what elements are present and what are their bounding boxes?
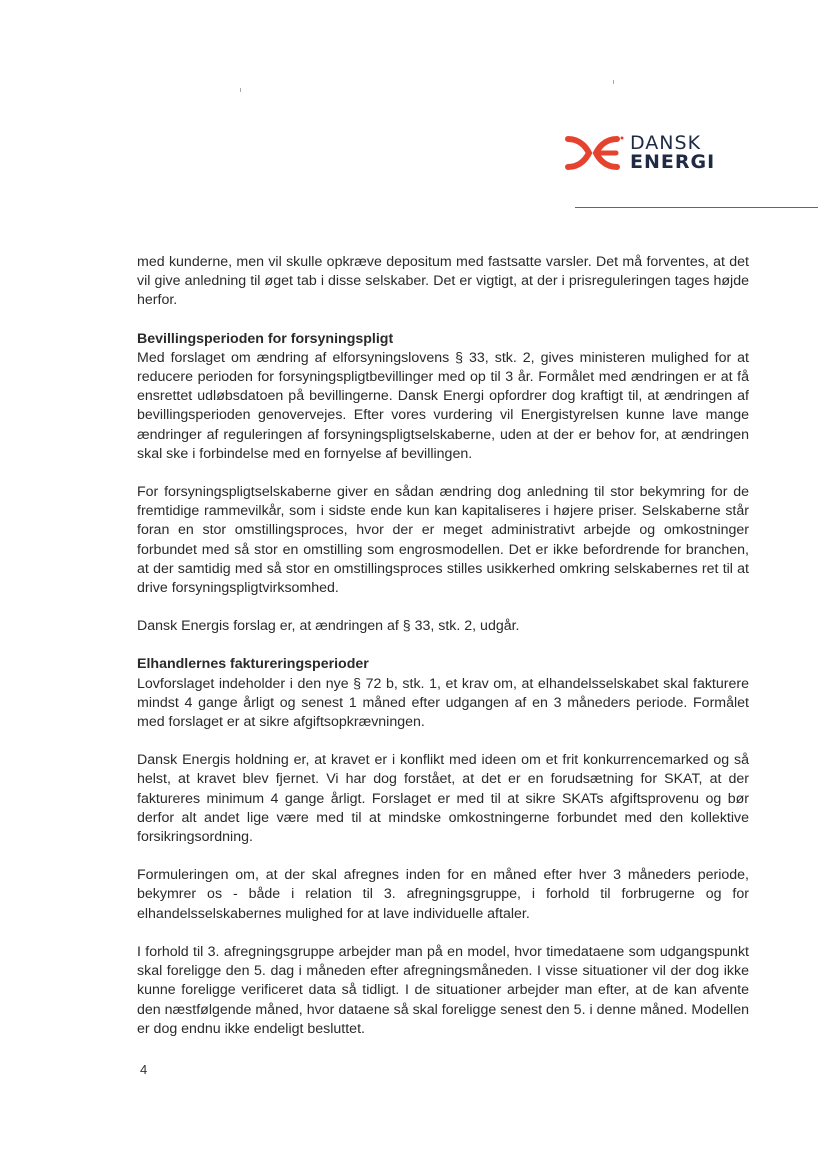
scan-speck: [613, 80, 614, 84]
dansk-energi-logo: [565, 130, 725, 180]
scan-speck: [240, 88, 241, 92]
paragraph: Dansk Energis forslag er, at ændringen af § 33, stk. 2, udgår.: [137, 618, 520, 635]
paragraph: med kunderne, men vil skulle opkræve depositum med fastsatte varsler. Det må forventes, at det vil give anledning til øget tab i disse selskaber. Det er vigtigt, at der i prisreguleringen tages højde herfor.: [137, 254, 749, 309]
header-rule: [575, 207, 818, 208]
paragraph: Formuleringen om, at der skal afregnes inden for en måned efter hver 3 måneders periode, bekymrer os - både i relation til 3. afregningsgruppe, i forhold til forbrugerne og for elhandelsselskabernes mulighed for at lave individuelle aftaler.: [137, 867, 749, 922]
paragraph: Dansk Energis holdning er, at kravet er i konflikt med ideen om et frit konkurrencemarked og så helst, at kravet blev fjernet. Vi har dog forstået, at det er en forudsætning for SKAT, at der faktureres minimum 4 gange årligt. Forslaget er med til at sikre SKATs afgiftsprovenu og bør derfor alt andet lige være med til at mindske omkostningerne forbundet med den kollektive forsikringsordning.: [137, 752, 749, 846]
section-heading: Elhandlernes faktureringsperioder: [137, 656, 369, 673]
logo-line-2: ENERGI: [630, 151, 716, 173]
dansk-energi-logo-mark-icon: [565, 133, 625, 173]
section-heading: Bevillingsperioden for forsyningspligt: [137, 330, 394, 347]
paragraph: Lovforslaget indeholder i den nye § 72 b, stk. 1, et krav om, at elhandelsselskabet skal fakturere mindst 4 gange årligt og senest 1 måned efter udgangen af en 3 måneders periode. Formålet med forslaget er at sikre afgiftsopkrævningen.: [137, 675, 749, 731]
document-body: [137, 253, 749, 1058]
paragraph: For forsyningspligtselskaberne giver en sådan ændring dog anledning til stor bekymring for de fremtidige rammevilkår, som i sidste ende kun kan kapitaliseres i højere priser. Selskaberne står foran en stor omstillingsproces, hvor der er meget administrativt arbejde og omkostninger forbundet med så stor en omstilling som engrosmodellen. Det er ikke befordrende for branchen, at der samtidig med så stor en omstillingsproces stilles usikkerhed omkring selskabernes ret til at drive forsyningspligtvirksomhed.: [137, 484, 749, 597]
logo-line-1: DANSK: [630, 132, 702, 154]
paragraph: Med forslaget om ændring af elforsyningslovens § 33, stk. 2, gives ministeren mulighed for at reducere perioden for forsyningspligtbevillinger med op til 3 år. Formålet med ændringen er at få ensrettet udløbsdatoen på bevillingerne. Dansk Energi opfordrer dog kraftigt til, at ændringen af bevillingsperioden genovervejes. Efter vores vurdering vil Energistyrelsen kunne lave mange ændringer af reguleringen af forsyningspligtselskaberne, uden at der er behov for, at ændringen skal ske i forbindelse med en fornyelse af bevillingen.: [137, 349, 749, 462]
logo-wordmark: [630, 134, 715, 172]
paragraph: I forhold til 3. afregningsgruppe arbejder man på en model, hvor timedataene som udgangspunkt skal foreligge den 5. dag i måneden efter afregningsmåneden. I visse situationer vil der dog ikke kunne foreligge verificeret data så tidligt. I de situationer arbejder man efter, at de kan afvente den næstfølgende måned, hvor dataene så skal foreligge senest den 5. i denne måned. Modellen er dog endnu ikke endeligt besluttet.: [137, 943, 749, 1037]
page-number: 4: [140, 1062, 148, 1077]
